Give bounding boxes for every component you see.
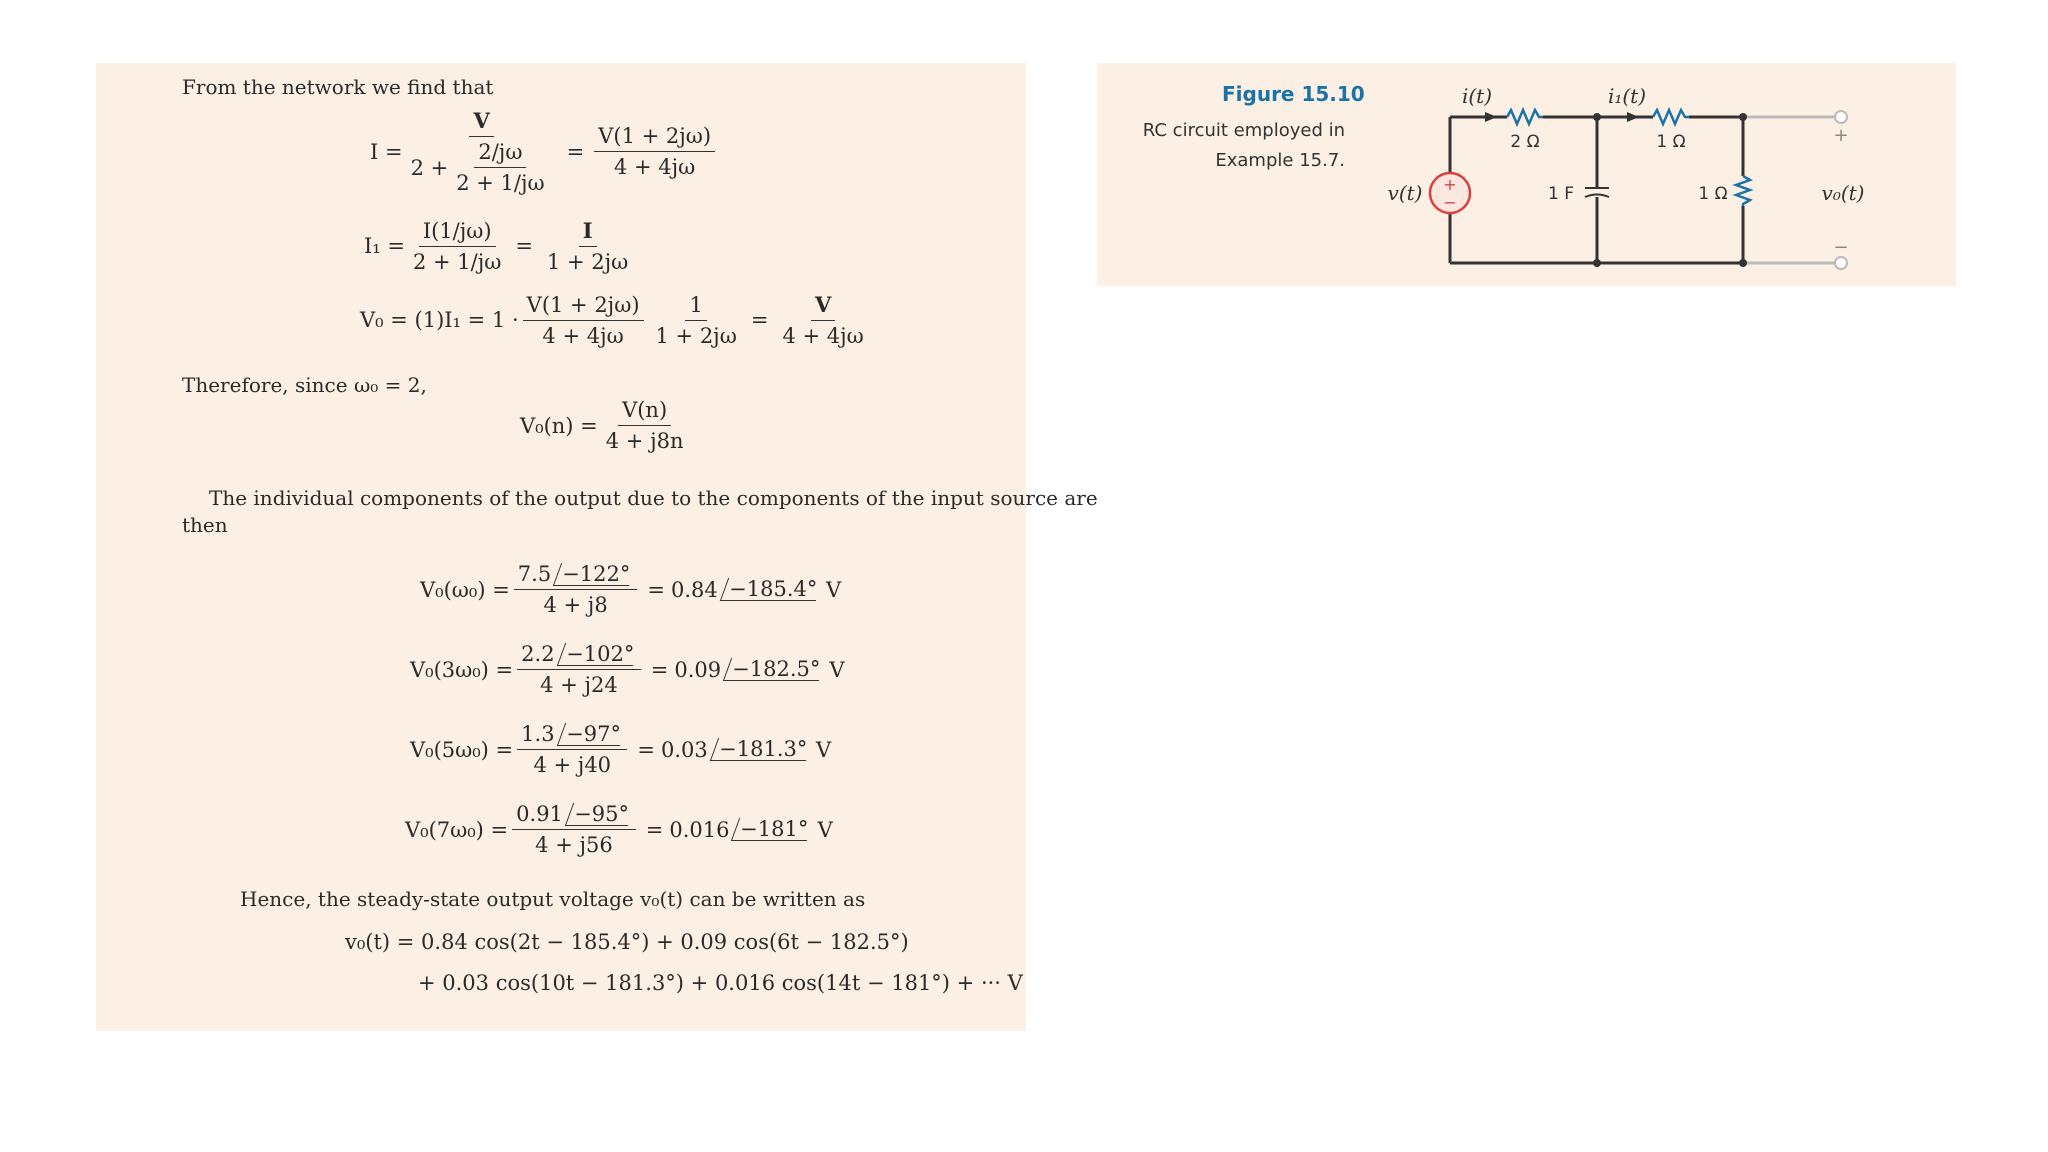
- figure-title: Figure 15.10: [1222, 82, 1365, 106]
- label-output-minus: −: [1833, 237, 1849, 258]
- harmonic-angle: −182.5°: [732, 657, 821, 681]
- eq-I1-rhs-num: I: [579, 218, 597, 247]
- eq-Von-den: 4 + j8n: [605, 429, 684, 453]
- harmonic-unit: V: [815, 737, 832, 762]
- harmonic-mag: 0.016: [669, 817, 730, 842]
- eq-I-num: V: [469, 108, 493, 137]
- eq-I1-equals: =: [515, 234, 533, 258]
- label-source: v(t): [1387, 181, 1423, 205]
- harmonic-row: [420, 562, 841, 617]
- eq-I-rhs-den: 4 + 4jω: [613, 155, 696, 179]
- eq-Vo-equals: =: [750, 308, 769, 332]
- junction-dot: [1593, 113, 1601, 121]
- harmonic-den: 4 + j40: [533, 753, 612, 778]
- label-r2: 1 Ω: [1656, 132, 1686, 152]
- harmonic-num-angle: −95°: [574, 802, 629, 826]
- label-output-plus: +: [1833, 125, 1849, 146]
- eq-I1-num: I(1/jω): [419, 219, 496, 247]
- junction-dot: [1593, 259, 1601, 267]
- harmonic-num-mag: 1.3: [521, 722, 555, 746]
- harmonic-den: 4 + j56: [535, 833, 613, 858]
- equation-Vo-n: [520, 398, 691, 453]
- harmonic-mag: 0.03: [661, 737, 708, 762]
- harmonic-num-mag: 0.91: [516, 802, 563, 826]
- junction-dot: [1739, 113, 1747, 121]
- harmonic-lhs: V₀(ω₀) =: [420, 577, 510, 602]
- rc-circuit-diagram: [1097, 63, 1956, 286]
- harmonic-equals: =: [637, 737, 655, 762]
- final-equation-line-1: v₀(t) = 0.84 cos(2t − 185.4°) + 0.09 cos(6t − 182.5°): [345, 930, 909, 954]
- eq-I1-lhs: I₁ =: [364, 234, 405, 258]
- harmonic-unit: V: [825, 577, 842, 602]
- intro-text: From the network we find that: [182, 75, 494, 99]
- output-terminal-bottom: [1835, 257, 1847, 269]
- harmonic-angle: −181°: [740, 817, 809, 841]
- eq-I-rhs-num: V(1 + 2jω): [594, 124, 715, 152]
- figure-caption-line-1: RC circuit employed in: [1142, 120, 1345, 141]
- label-r3: 1 Ω: [1698, 184, 1728, 204]
- harmonic-angle: −181.3°: [718, 737, 808, 761]
- harmonic-row: [405, 802, 833, 857]
- solution-panel: [96, 63, 1026, 1031]
- label-current-i: i(t): [1461, 84, 1493, 108]
- equation-current-I: [370, 108, 719, 195]
- therefore-text: Therefore, since ω₀ = 2,: [182, 373, 427, 397]
- harmonic-row: [410, 642, 845, 697]
- harmonic-num-mag: 7.5: [517, 562, 552, 586]
- harmonic-row: [410, 722, 831, 777]
- hence-text: Hence, the steady-state output voltage v₀(t) can be written as: [240, 887, 866, 911]
- eq-Von-lhs: V₀(n) =: [520, 413, 598, 438]
- eq-I-den-den: 2 + 1/jω: [456, 171, 545, 195]
- eq-Von-num: V(n): [618, 398, 671, 426]
- eq-I1-rhs-den: 1 + 2jω: [547, 250, 629, 274]
- figure-caption-line-2: Example 15.7.: [1215, 150, 1345, 171]
- source-minus-label: −: [1443, 193, 1457, 212]
- eq-I-den-prefix: 2 +: [410, 155, 449, 180]
- resistor-1ohm-series-icon: [1653, 110, 1689, 124]
- harmonic-num-angle: −97°: [565, 722, 621, 746]
- harmonic-equals: =: [647, 577, 665, 602]
- equation-current-I1: [364, 218, 636, 274]
- components-paragraph: The individual components of the output due to the components of the input source are: [209, 486, 1098, 510]
- output-terminal-top: [1835, 111, 1847, 123]
- harmonic-lhs: V₀(7ω₀) =: [405, 817, 509, 842]
- label-output-voltage: v₀(t): [1821, 181, 1865, 205]
- harmonic-den: 4 + j24: [540, 673, 618, 698]
- eq-I-lhs: I =: [370, 139, 403, 164]
- harmonic-equals: =: [645, 817, 664, 842]
- eq-Vo-f2-num: 1: [685, 293, 706, 321]
- harmonic-unit: V: [829, 657, 845, 682]
- current-arrow-i1: [1627, 112, 1639, 122]
- current-arrow-i: [1485, 112, 1497, 122]
- eq-Vo-f3-den: 4 + 4jω: [782, 324, 864, 348]
- eq-I-den-num: 2/jω: [474, 140, 526, 168]
- label-capacitor: 1 F: [1548, 184, 1574, 204]
- harmonic-num-mag: 2.2: [521, 642, 555, 666]
- harmonic-equals: =: [650, 657, 669, 682]
- eq-Vo-f1-num: V(1 + 2jω): [523, 293, 644, 321]
- harmonic-mag: 0.09: [674, 657, 722, 682]
- eq-I-equals: =: [566, 139, 585, 164]
- harmonic-num-angle: −102°: [565, 642, 634, 666]
- junction-dot: [1739, 259, 1747, 267]
- harmonic-unit: V: [817, 817, 833, 842]
- label-current-i1: i₁(t): [1607, 84, 1647, 108]
- harmonic-angle: −185.4°: [728, 577, 818, 601]
- components-paragraph-cont: then: [182, 513, 228, 537]
- source-plus-label: +: [1443, 175, 1457, 194]
- harmonic-lhs: V₀(5ω₀) =: [410, 737, 514, 762]
- resistor-1ohm-shunt-icon: [1736, 176, 1750, 206]
- harmonic-mag: 0.84: [671, 577, 718, 602]
- equation-output-Vo: [360, 292, 872, 348]
- eq-Vo-f3-num: V: [811, 292, 835, 321]
- label-r1: 2 Ω: [1510, 132, 1540, 152]
- eq-Vo-f1-den: 4 + 4jω: [542, 323, 624, 348]
- harmonic-num-angle: −122°: [562, 562, 631, 586]
- eq-Vo-f2-den: 1 + 2jω: [655, 323, 737, 348]
- harmonic-lhs: V₀(3ω₀) =: [410, 657, 514, 682]
- eq-Vo-lhs: V₀ = (1)I₁ = 1 ·: [360, 308, 519, 332]
- harmonic-den: 4 + j8: [543, 593, 608, 618]
- final-equation-line-2: + 0.03 cos(10t − 181.3°) + 0.016 cos(14t − 181°) + ··· V: [418, 971, 1023, 995]
- resistor-2ohm-icon: [1507, 110, 1543, 124]
- eq-I1-den: 2 + 1/jω: [413, 249, 502, 274]
